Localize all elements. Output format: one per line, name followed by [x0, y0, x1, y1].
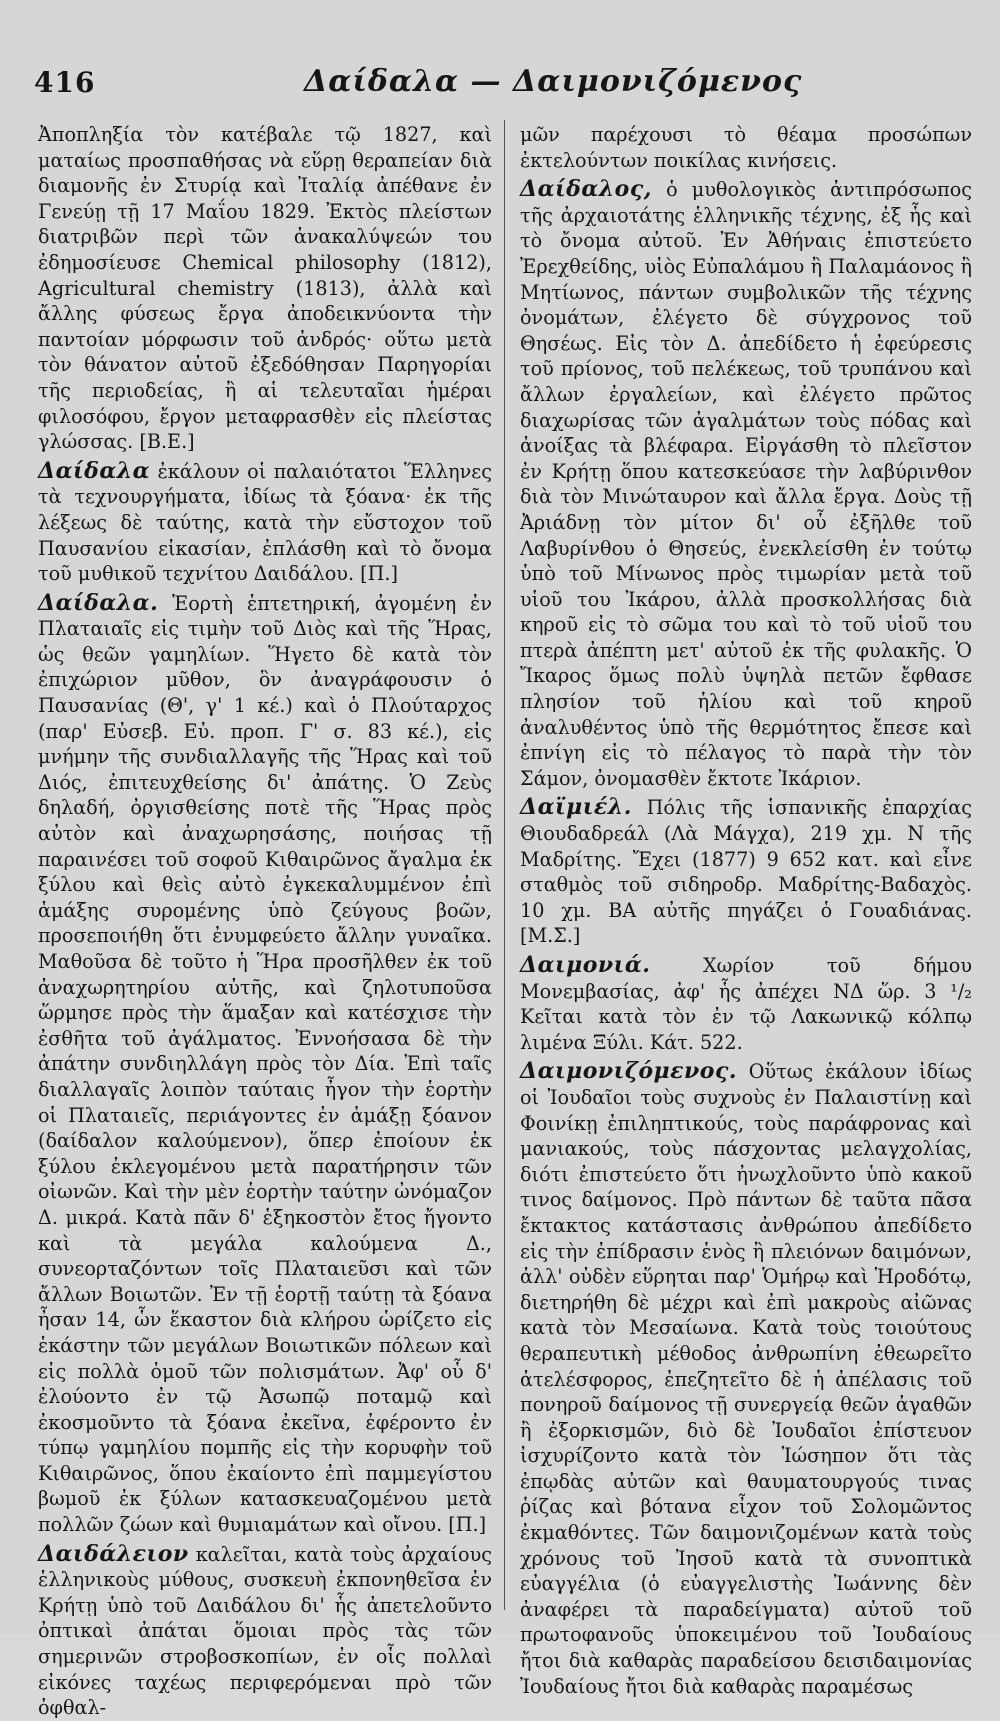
entry-daidalos: [520, 177, 972, 791]
entry-headword: Δαίδαλα.: [38, 589, 159, 616]
entry-continuation: [520, 122, 972, 173]
entry-continuation: [38, 122, 492, 455]
entry-headword: Δαίδαλος,: [520, 176, 652, 203]
entry-text: Ἑορτὴ ἑπτετηρική, ἀγομένη ἐν Πλαταιαῖς εἰς τιμὴν τοῦ Διὸς καὶ τῆς Ἥρας, ὡς θεῶν γαμηλίων. Ἥγετο δὲ κατὰ τὸν ἐπιχώριον μῦθον, ὃν ἀναγράφουσιν ὁ Παυσανίας (Θ', γ' 1 κέ.) καὶ ὁ Πλούταρχος (παρ' Εὐσεβ. Εὐ. προπ. Γ' σ. 83 κέ.), εἰς μνήμην τῆς συνδιαλλαγῆς τῆς Ἥρας καὶ τοῦ Διός, ἐπιτευχθείσης δι' ἀπάτης. Ὁ Ζεὺς δηλαδή, ὀργισθείσης ποτὲ τῆς Ἥρας πρὸς αὐτὸν καὶ ἀναχωρησάσης, ποιήσας τῇ παραινέσει τοῦ σοφοῦ Κιθαιρῶνος ἄγαλμα ἐκ ξύλου καὶ θεὶς αὐτὸ ἐγκεκαλυμμένον ἐπὶ ἁμάξης συρομένης ὑπὸ ζεύγους βοῶν, προσεποιήθη ὅτι ἐνυμφεύετο ἄλλην γυναῖκα. Μαθοῦσα δὲ τοῦτο ἡ Ἥρα προσῆλθεν ἐκ τοῦ ἀναχωρητηρίου αὐτῆς, καὶ ζηλοτυποῦσα ὥρμησε πρὸς τὴν ἅμαξαν καὶ κατέσχισε τὴν ἐσθῆτα τοῦ ἀγάλματος. Ἐννοήσασα δὲ τὴν ἀπάτην συνδιηλλάγη πρὸς τὸν Δία. Ἐπὶ ταῖς διαλλαγαῖς λοιπὸν ταύταις ἦγον τὴν ἑορτὴν οἱ Πλαταιεῖς, περιάγοντες ἐν ἁμάξῃ ξόανον (δαίδαλον καλούμενον), ὅπερ ἐποίουν ἐκ ξύλου ἐκλεγομένου μετὰ παρατήρησιν τῶν οἰωνῶν. Καὶ τὴν μὲν ἑορτὴν ταύτην ὠνόμαζον Δ. μικρά. Κατὰ πᾶν δ' ἑξηκοστὸν ἔτος ἤγοντο καὶ τὰ μεγάλα καλούμενα Δ., συνεορταζόντων τοῖς Πλαταιεῦσι καὶ τῶν ἄλλων Βοιωτῶν. Ἐν τῇ ἑορτῇ ταύτῃ τὰ ξόανα ἦσαν 14, ὧν ἕκαστον διὰ κλήρου ὡρίζετο εἰς ἑκάστην τῶν μεγάλων Βοιωτικῶν πόλεων καὶ εἰς πολλὰ ὁμοῦ τῶν πολισμάτων. Ἀφ' οὗ δ' ἐλούοντο ἐν τῷ Ἀσωπῷ ποταμῷ καὶ ἐκοσμοῦντο τὰ ξόανα ἐκεῖνα, ἐφέροντο ἐν τύπῳ γαμηλίου πομπῆς εἰς τὴν κορυφὴν τοῦ Κιθαιρῶνος, ὅπου ἐκαίοντο ἐπὶ παμμεγίστου βωμοῦ ἐκ ξύλων κατασκευαζομένου μετὰ πολλῶν ζώων καὶ θυμιαμάτων καὶ οἴνου. [Π.]: [38, 591, 492, 1537]
entry-daimiel: [520, 795, 972, 949]
entry-text: καλεῖται, κατὰ τοὺς ἀρχαίους ἑλληνικοὺς μύθους, συσκευὴ ἐκπονηθεῖσα ἐν Κρήτῃ ὑπὸ τοῦ Δαιδάλου δι' ἧς ἀπετελοῦντο ὀπτικαὶ ἀπάται ὅμοιαι πρὸς τὰς τῶν σημερινῶν στροβοσκοπίων, ἐν οἷς πολλαὶ εἰκόνες ταχέως περιφερόμεναι πρὸ τῶν ὀφθαλ-: [38, 1542, 492, 1720]
entry-headword: Δαιμονιζόμενος.: [520, 1058, 738, 1085]
right-column: [520, 122, 972, 1699]
entry-headword: Δαιμονιά.: [520, 952, 651, 978]
entry-headword: Δαιδάλειον: [38, 1540, 189, 1567]
entry-daimonia: [520, 953, 972, 1055]
entry-headword: Δαϊμιέλ.: [520, 794, 632, 821]
entry-daidala-1: [38, 459, 492, 587]
entry-text: ἐκάλουν οἱ παλαιότατοι Ἕλληνες τὰ τεχνουργήματα, ἰδίως τὰ ξόανα· ἐκ τῆς λέξεως δὲ ταύτης, κατὰ τὴν εὔστοχον τοῦ Παυσανίου εἰκασίαν, ἐπλάσθη καὶ τὸ ὄνομα τοῦ μυθικοῦ τεχνίτου Δαιδάλου. [Π.]: [38, 459, 492, 586]
entry-text: Πόλις τῆς ἱσπανικῆς ἐπαρχίας Θιουδαδρεάλ (Λὰ Μάγχα), 219 χμ. Ν τῆς Μαδρίτης. Ἔχει (1877) 9 652 κατ. καὶ εἶνε σταθμὸς τοῦ σιδηροδρ. Μαδρίτης-Βαδαχὸς. 10 χμ. ΒΑ αὐτῆς πηγάζει ὁ Γουαδιάνας. [Μ.Σ.]: [520, 796, 972, 948]
entry-daidala-2: [38, 591, 492, 1538]
running-head: Δαίδαλα — Δαιμονιζόμενος: [304, 64, 803, 99]
entry-headword: Δαίδαλα: [38, 457, 151, 484]
page-number: 416: [34, 66, 96, 99]
entry-text: μῶν παρέχουσι τὸ θέαμα προσώπων ἐκτελούντων ποικίλας κινήσεις.: [520, 123, 972, 172]
entry-daidaleion: [38, 1542, 492, 1721]
entry-text: Οὕτως ἐκάλουν ἰδίως οἱ Ἰουδαῖοι τοὺς συχνοὺς ἐν Παλαιστίνῃ καὶ Φοινίκῃ ἐπιληπτικούς, τοὺς παράφρονας καὶ μανιακούς, τοὺς πάσχοντας μελαγχολίας, διότι ἐπιστεύετο ὅτι ἠνωχλοῦντο ὑπὸ κακοῦ τινος δαίμονος. Πρὸ πάντων δὲ ταῦτα πᾶσα ἔκτακτος κατάστασις ἀνθρώπου ἀπεδίδετο εἰς τὴν ἐπίδρασιν ἑνὸς ἢ πλειόνων δαιμόνων, ἀλλ' οὐδὲν εὕρηται παρ' Ὁμήρῳ καὶ Ἡροδότῳ, διετηρήθη δὲ μέχρι καὶ ἐπὶ μακροὺς αἰῶνας κατὰ τὸν Μεσαίωνα. Κατὰ τοὺς τοιούτους θεραπευτικὴ μέθοδος ἀνθρωπίνη ἐθεωρεῖτο ἀτελέσφορος, ἐπεζητεῖτο δὲ ἡ ἀπέλασις τοῦ πονηροῦ δαίμονος τῇ συνεργείᾳ θεῶν ἀγαθῶν ἢ ἐξορκισμῶν, διὸ δὲ Ἰουδαῖοι ἐπίστευον ἰσχυρίζοντο κατὰ τὸν Ἰώσηπον ὅτι τὰς ἐπῳδὰς αὐτῶν καὶ θαυματουργούς τινας ῥίζας καὶ βότανα εἶχον τοῦ Σολομῶντος ἐκμαθόντες. Τῶν δαιμονιζομένων κατὰ τοὺς χρόνους τοῦ Ἰησοῦ κατὰ τὰ συνοπτικὰ εὐαγγέλια (ὁ εὐαγγελιστὴς Ἰωάννης δὲν ἀναφέρει τὰ παραδείγματα) αὐτοῦ τοῦ πρωτοφανοῦς ὑποκειμένου τοῦ Ἰουδαίους ἤτοι διὰ καθαρὰς παραδείσου δεισιδαιμονίας Ἰουδαίους ἤτοι διὰ καθαρὰς παραμέσως: [520, 1060, 972, 1698]
entry-text: Ἀποπληξία τὸν κατέβαλε τῷ 1827, καὶ ματαίως προσπαθήσας νὰ εὕρῃ θεραπείαν διὰ διαμονῆς ἐν Στυρίᾳ καὶ Ἰταλίᾳ ἀπέθανε ἐν Γενεύῃ τῇ 17 Μαΐου 1829. Ἐκτὸς πλείστων διατριβῶν περὶ τῶν ἀνακαλύψεών του ἐδημοσίευσε Chemical philosophy (1812), Agricultural chemistry (1813), ἀλλὰ καὶ ἄλλης φύσεως ἔργα ἀποδεικνύοντα τὴν παντοίαν μόρφωσιν τοῦ ἀνδρός· οὕτω μετὰ τὸν θάνατον αὐτοῦ ἐξεδόθησαν Παρηγορίαι τῆς περιοδείας, ἢ αἱ τελευταῖαι ἡμέραι φιλοσόφου, ἔργον μεταφρασθὲν εἰς πλείστας γλώσσας. [Β.Ε.]: [38, 123, 492, 454]
entry-text: ὁ μυθολογικὸς ἀντιπρόσωπος τῆς ἀρχαιοτάτης ἑλληνικῆς τέχνης, ἐξ ἧς καὶ τὸ ὄνομα αὐτοῦ. Ἐν Ἀθήναις ἐπιστεύετο Ἐρεχθείδης, υἱὸς Εὐπαλάμου ἢ Παλαμάονος ἢ Μητίωνος, πάντων συμβολικῶν τῆς τέχνης ὀνομάτων, ἐλέγετο δὲ σύγχρονος τοῦ Θησέως. Εἰς τὸν Δ. ἀπεδίδετο ἡ ἐφεύρεσις τοῦ πρίονος, τοῦ πελέκεως, τοῦ τρυπάνου καὶ ἄλλων ἐργαλείων, καὶ ἐλέγετο πρῶτος διαχωρίσας τῶν ἀγαλμάτων τοὺς πόδας καὶ ἀνοίξας τὰ βλέφαρα. Εἰργάσθη τὸ πλεῖστον ἐν Κρήτῃ ὅπου κατεσκεύασε τὴν λαβύρινθον διὰ τὸν Μινώταυρον καὶ ἄλλα ἔργα. Δοὺς τῇ Ἀριάδνῃ τὸν μίτον δι' οὗ ἐξῆλθε τοῦ Λαβυρίνθου ὁ Θησεύς, ἐνεκλείσθη ἐν τούτῳ ὑπὸ τοῦ Μίνωνος πρὸς τιμωρίαν μετὰ τοῦ υἱοῦ του Ἰκάρου, ἀλλὰ προσκολλήσας διὰ κηροῦ εἰς τὸ σῶμα του καὶ τὸ τοῦ υἱοῦ του πτερὰ ἀπέπτη μετ' αὐτοῦ ἐκ τῆς φυλακῆς. Ὁ Ἴκαρος ὅμως πολὺ ὑψηλὰ πετῶν ἔφθασε πλησίον τοῦ ἡλίου καὶ τοῦ κηροῦ ἀναλυθέντος ὑπὸ τῆς θερμότητος ἔπεσε καὶ ἐπνίγη εἰς τὸ πέλαγος τὸ παρὰ τὴν τὸν Σάμον, ὀνομασθὲν ἔκτοτε Ἰκάριον.: [520, 178, 972, 790]
entry-daimonizomenos: [520, 1059, 972, 1699]
entry-text: Χωρίον τοῦ δήμου Μονεμβασίας, ἀφ' ἧς ἀπέχει ΝΔ ὥρ. 3 ¹/₂ Κεῖται κατὰ τὸν ἐν τῷ Λακωνικῷ κόλπῳ λιμένα Ξύλι. Κάτ. 522.: [520, 954, 972, 1054]
page-header: [34, 64, 974, 104]
left-column: [38, 122, 492, 1721]
column-divider: [504, 120, 505, 1610]
